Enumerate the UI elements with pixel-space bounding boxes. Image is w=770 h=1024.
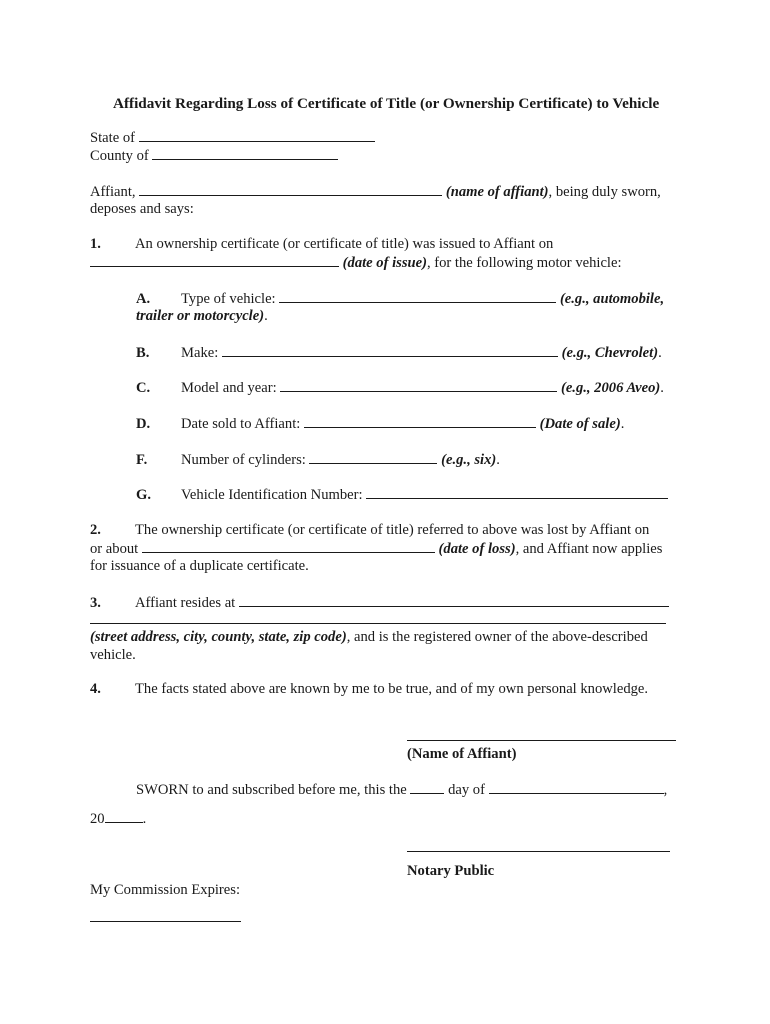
sworn-year-line: [90, 809, 146, 828]
county-label: County of: [90, 148, 149, 164]
paragraph-1-line-1: [90, 235, 553, 253]
item-c-end: .: [660, 380, 664, 396]
item-g-letter: G.: [136, 487, 151, 503]
paragraph-2-text: The ownership certificate (or certificate of title) referred to above was lost by Affiant on: [135, 522, 650, 538]
item-f-line: [136, 450, 500, 469]
item-a-label: Type of vehicle:: [181, 291, 276, 307]
item-d-hint: (Date of sale): [539, 416, 621, 432]
date-of-loss-blank[interactable]: [142, 539, 435, 553]
make-blank[interactable]: [222, 343, 558, 357]
item-g-line: [136, 485, 668, 504]
item-c-label: Model and year:: [181, 380, 277, 396]
paragraph-2-line-1: [90, 521, 649, 539]
affiant-signature-line[interactable]: [407, 740, 676, 741]
item-d-letter: D.: [136, 416, 151, 432]
item-d-label: Date sold to Affiant:: [181, 416, 301, 432]
paragraph-2-tail: , and Affiant now applies: [515, 541, 663, 557]
county-line: [90, 146, 338, 165]
address-hint: (street address, city, county, state, zip code): [90, 629, 347, 645]
affiant-tail: , being duly sworn,: [548, 184, 661, 200]
item-b-label: Make:: [181, 345, 219, 361]
state-label: State of: [90, 130, 135, 146]
item-c-line: [136, 378, 664, 397]
item-a-line-2: [136, 307, 268, 325]
sworn-month-blank[interactable]: [489, 780, 664, 794]
paragraph-4-line: [90, 680, 648, 698]
notary-public-label: Notary Public: [407, 863, 495, 879]
vin-blank[interactable]: [366, 485, 668, 499]
item-d-end: .: [620, 416, 625, 432]
sworn-year-blank[interactable]: [105, 809, 143, 823]
item-b-line: [136, 343, 662, 362]
paragraph-3-number: 3.: [90, 595, 101, 611]
date-of-issue-blank[interactable]: [90, 253, 339, 267]
item-a-hint: (e.g., automobile,: [559, 291, 665, 307]
paragraph-3-line-4: vehicle.: [90, 647, 136, 663]
sworn-comma: ,: [663, 782, 668, 798]
paragraph-2-number: 2.: [90, 522, 101, 538]
item-f-end: .: [496, 452, 500, 468]
item-a-letter: A.: [136, 291, 151, 307]
deposes-text: deposes and says:: [90, 201, 194, 217]
affiant-name-blank[interactable]: [139, 182, 442, 196]
item-a-hint-2: trailer or motorcycle): [136, 308, 265, 324]
sworn-day-of-label: day of: [448, 782, 485, 798]
state-line: [90, 128, 375, 147]
commission-expires-label: My Commission Expires:: [90, 882, 240, 898]
cylinders-blank[interactable]: [309, 450, 437, 464]
sworn-period: .: [142, 811, 147, 827]
paragraph-1-number: 1.: [90, 236, 101, 252]
paragraph-4-text: The facts stated above are known by me to be true, and of my own personal knowledge.: [135, 681, 649, 697]
paragraph-2-line-2: [90, 539, 662, 558]
model-year-blank[interactable]: [280, 378, 557, 392]
sworn-day-blank[interactable]: [410, 780, 444, 794]
document-title: Affidavit Regarding Loss of Certificate of Title (or Ownership Certificate) to Vehicle: [113, 95, 660, 112]
item-f-label: Number of cylinders:: [181, 452, 306, 468]
item-b-hint: (e.g., Chevrolet): [561, 345, 659, 361]
sworn-year-prefix: 20: [90, 811, 105, 827]
date-of-loss-hint: (date of loss): [438, 541, 516, 557]
affiant-line: [90, 182, 661, 201]
paragraph-4-number: 4.: [90, 681, 101, 697]
item-a-line: [136, 289, 664, 308]
affiant-label: Affiant,: [90, 184, 136, 200]
county-blank[interactable]: [152, 146, 338, 160]
notary-signature-line[interactable]: [407, 851, 670, 852]
address-blank-2[interactable]: [90, 623, 666, 624]
address-blank-1[interactable]: [239, 593, 669, 607]
state-blank[interactable]: [139, 128, 375, 142]
paragraph-3-line-3: [90, 628, 648, 646]
paragraph-2-head: or about: [90, 541, 139, 557]
sworn-text: SWORN to and subscribed before me, this the: [136, 782, 407, 798]
item-a-end: .: [264, 308, 268, 324]
item-b-letter: B.: [136, 345, 150, 361]
item-c-letter: C.: [136, 380, 151, 396]
item-d-line: [136, 414, 624, 433]
date-sold-blank[interactable]: [304, 414, 536, 428]
paragraph-1-tail: , for the following motor vehicle:: [426, 255, 622, 271]
paragraph-2-line-3: for issuance of a duplicate certificate.: [90, 558, 309, 574]
name-of-affiant-hint: (name of affiant): [445, 184, 549, 200]
paragraph-1-text: An ownership certificate (or certificate of title) was issued to Affiant on: [135, 236, 554, 252]
item-c-hint: (e.g., 2006 Aveo): [560, 380, 661, 396]
vehicle-type-blank[interactable]: [279, 289, 556, 303]
date-of-issue-hint: (date of issue): [342, 255, 427, 271]
item-g-label: Vehicle Identification Number:: [181, 487, 363, 503]
paragraph-3-line-1: [90, 593, 669, 612]
paragraph-3-text: Affiant resides at: [135, 595, 236, 611]
paragraph-3-tail: , and is the registered owner of the above-described: [346, 629, 648, 645]
paragraph-1-line-2: [90, 253, 622, 272]
item-f-hint: (e.g., six): [441, 452, 497, 468]
commission-expires-blank[interactable]: [90, 921, 241, 922]
name-of-affiant-label: (Name of Affiant): [407, 746, 517, 762]
item-f-letter: F.: [136, 452, 148, 468]
item-b-end: .: [658, 345, 662, 361]
sworn-line: [136, 780, 667, 799]
